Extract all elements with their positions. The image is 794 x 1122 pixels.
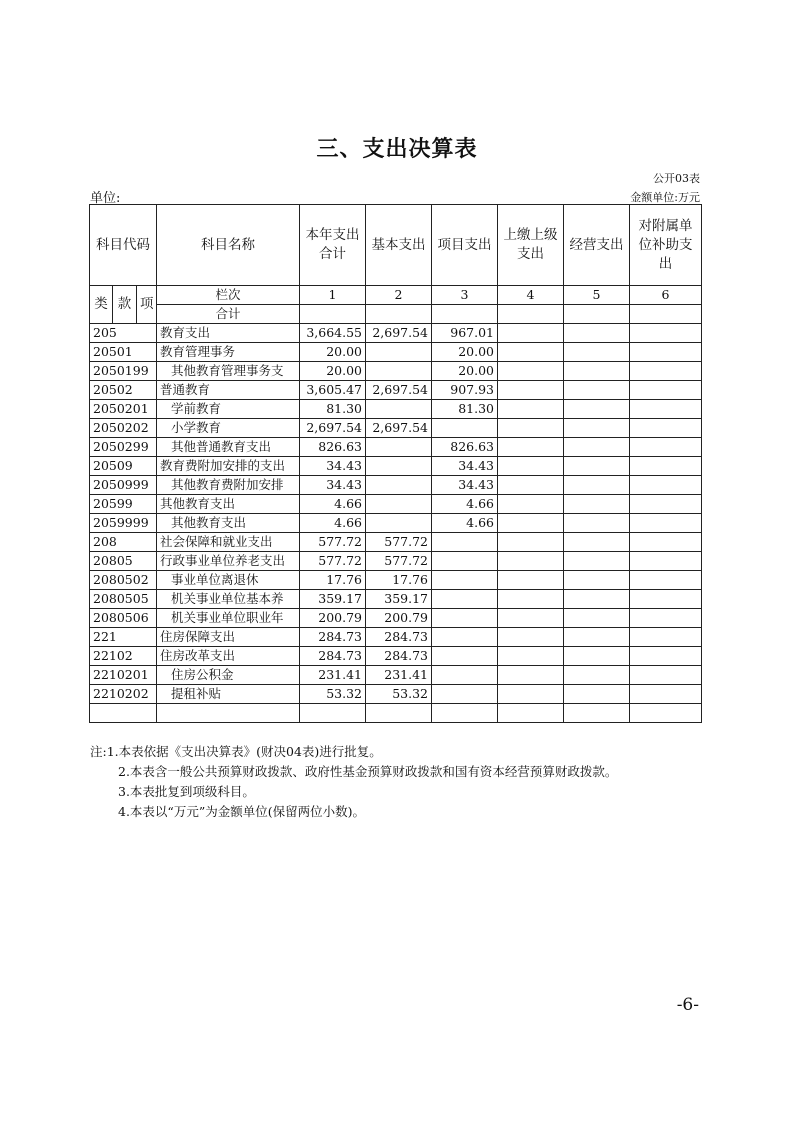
header-subsidy: 对附属单位补助支出 bbox=[630, 205, 702, 286]
table-row bbox=[90, 571, 702, 590]
row-code: 208 bbox=[90, 533, 157, 552]
note-2: 2.本表含一般公共预算财政拨款、政府性基金预算财政拨款和国有资本经营预算财政拨款。 bbox=[118, 764, 618, 779]
table-row bbox=[90, 685, 702, 704]
row-business bbox=[564, 685, 630, 704]
row-basic: 231.41 bbox=[366, 666, 432, 685]
header-total: 本年支出合计 bbox=[300, 205, 366, 286]
header-xiang: 项 bbox=[137, 286, 157, 324]
row-business bbox=[564, 381, 630, 400]
row-project: 20.00 bbox=[432, 343, 498, 362]
header-name: 科目名称 bbox=[157, 205, 300, 286]
col-num-2: 2 bbox=[366, 286, 432, 305]
table-row bbox=[90, 628, 702, 647]
unit-label: 单位: bbox=[90, 191, 121, 206]
row-project: 4.66 bbox=[432, 495, 498, 514]
row-code: 2080505 bbox=[90, 590, 157, 609]
row-name: 教育管理事务 bbox=[157, 343, 300, 362]
col-num-4: 4 bbox=[498, 286, 564, 305]
row-project bbox=[432, 590, 498, 609]
row-code: 2080506 bbox=[90, 609, 157, 628]
row-subsidy bbox=[630, 666, 702, 685]
row-subsidy bbox=[630, 476, 702, 495]
col-num-3: 3 bbox=[432, 286, 498, 305]
row-total: 577.72 bbox=[300, 533, 366, 552]
notes bbox=[90, 742, 617, 822]
row-subsidy bbox=[630, 628, 702, 647]
table-row bbox=[90, 476, 702, 495]
header-lei: 类 bbox=[90, 286, 113, 324]
row-business bbox=[564, 438, 630, 457]
row-name: 机关事业单位职业年 bbox=[157, 609, 300, 628]
header-heji: 合计 bbox=[157, 305, 300, 324]
total-row bbox=[90, 305, 702, 324]
row-total: 4.66 bbox=[300, 495, 366, 514]
row-project bbox=[432, 552, 498, 571]
row-total: 20.00 bbox=[300, 362, 366, 381]
row-total: 17.76 bbox=[300, 571, 366, 590]
row-total: 3,664.55 bbox=[300, 324, 366, 343]
header-business: 经营支出 bbox=[564, 205, 630, 286]
row-project: 20.00 bbox=[432, 362, 498, 381]
row-name: 社会保障和就业支出 bbox=[157, 533, 300, 552]
row-business bbox=[564, 609, 630, 628]
column-number-row bbox=[90, 286, 702, 305]
table-row bbox=[90, 400, 702, 419]
row-remit bbox=[498, 381, 564, 400]
row-code: 2050999 bbox=[90, 476, 157, 495]
row-total: 2,697.54 bbox=[300, 419, 366, 438]
header-lanci: 栏次 bbox=[157, 286, 300, 305]
row-remit bbox=[498, 324, 564, 343]
table-row bbox=[90, 438, 702, 457]
page-title: 三、支出决算表 bbox=[316, 137, 478, 162]
row-remit bbox=[498, 419, 564, 438]
row-total: 359.17 bbox=[300, 590, 366, 609]
row-code: 2050201 bbox=[90, 400, 157, 419]
row-subsidy bbox=[630, 324, 702, 343]
expenditure-table bbox=[89, 204, 702, 723]
row-subsidy bbox=[630, 343, 702, 362]
row-project bbox=[432, 571, 498, 590]
note-4: 4.本表以“万元”为金额单位(保留两位小数)。 bbox=[118, 804, 365, 819]
col-num-6: 6 bbox=[630, 286, 702, 305]
row-subsidy bbox=[630, 362, 702, 381]
row-total: 200.79 bbox=[300, 609, 366, 628]
row-business bbox=[564, 419, 630, 438]
row-business bbox=[564, 533, 630, 552]
table-row bbox=[90, 419, 702, 438]
row-name: 教育支出 bbox=[157, 324, 300, 343]
form-number: 公开03表 bbox=[653, 172, 700, 185]
row-name: 行政事业单位养老支出 bbox=[157, 552, 300, 571]
row-total: 231.41 bbox=[300, 666, 366, 685]
row-basic: 577.72 bbox=[366, 533, 432, 552]
row-basic bbox=[366, 514, 432, 533]
row-business bbox=[564, 362, 630, 381]
row-total: 53.32 bbox=[300, 685, 366, 704]
row-remit bbox=[498, 666, 564, 685]
table-row bbox=[90, 514, 702, 533]
row-code: 205 bbox=[90, 324, 157, 343]
row-business bbox=[564, 400, 630, 419]
row-project: 826.63 bbox=[432, 438, 498, 457]
row-business bbox=[564, 514, 630, 533]
table-row bbox=[90, 666, 702, 685]
row-subsidy bbox=[630, 552, 702, 571]
row-total: 34.43 bbox=[300, 476, 366, 495]
row-total: 20.00 bbox=[300, 343, 366, 362]
col-num-5: 5 bbox=[564, 286, 630, 305]
row-project: 34.43 bbox=[432, 457, 498, 476]
row-remit bbox=[498, 628, 564, 647]
row-code: 2210202 bbox=[90, 685, 157, 704]
row-subsidy bbox=[630, 514, 702, 533]
row-name: 小学教育 bbox=[157, 419, 300, 438]
row-project bbox=[432, 685, 498, 704]
row-code: 2059999 bbox=[90, 514, 157, 533]
row-project bbox=[432, 609, 498, 628]
row-basic: 284.73 bbox=[366, 628, 432, 647]
row-code: 2080502 bbox=[90, 571, 157, 590]
row-subsidy bbox=[630, 495, 702, 514]
row-basic: 200.79 bbox=[366, 609, 432, 628]
row-basic: 53.32 bbox=[366, 685, 432, 704]
row-name: 其他教育费附加安排 bbox=[157, 476, 300, 495]
row-remit bbox=[498, 495, 564, 514]
row-subsidy bbox=[630, 457, 702, 476]
header-row bbox=[90, 205, 702, 286]
row-business bbox=[564, 590, 630, 609]
row-total: 3,605.47 bbox=[300, 381, 366, 400]
row-business bbox=[564, 324, 630, 343]
row-code: 2050202 bbox=[90, 419, 157, 438]
row-basic: 577.72 bbox=[366, 552, 432, 571]
row-total: 4.66 bbox=[300, 514, 366, 533]
row-subsidy bbox=[630, 419, 702, 438]
row-basic bbox=[366, 438, 432, 457]
row-basic: 2,697.54 bbox=[366, 381, 432, 400]
row-basic bbox=[366, 495, 432, 514]
table-row bbox=[90, 343, 702, 362]
table-row bbox=[90, 552, 702, 571]
row-total: 577.72 bbox=[300, 552, 366, 571]
table-row bbox=[90, 324, 702, 343]
note-3: 3.本表批复到项级科目。 bbox=[118, 784, 255, 799]
row-basic bbox=[366, 476, 432, 495]
row-project bbox=[432, 647, 498, 666]
row-subsidy bbox=[630, 381, 702, 400]
row-remit bbox=[498, 343, 564, 362]
row-total: 81.30 bbox=[300, 400, 366, 419]
table-row bbox=[90, 609, 702, 628]
row-name: 住房保障支出 bbox=[157, 628, 300, 647]
row-name: 普通教育 bbox=[157, 381, 300, 400]
row-code: 2050299 bbox=[90, 438, 157, 457]
row-total: 284.73 bbox=[300, 647, 366, 666]
col-num-1: 1 bbox=[300, 286, 366, 305]
row-name: 其他普通教育支出 bbox=[157, 438, 300, 457]
header-basic: 基本支出 bbox=[366, 205, 432, 286]
row-remit bbox=[498, 514, 564, 533]
row-code: 221 bbox=[90, 628, 157, 647]
row-basic: 284.73 bbox=[366, 647, 432, 666]
row-project bbox=[432, 628, 498, 647]
table-row bbox=[90, 381, 702, 400]
row-remit bbox=[498, 685, 564, 704]
row-business bbox=[564, 571, 630, 590]
header-project: 项目支出 bbox=[432, 205, 498, 286]
row-total: 826.63 bbox=[300, 438, 366, 457]
row-basic bbox=[366, 457, 432, 476]
row-code: 20509 bbox=[90, 457, 157, 476]
row-project: 967.01 bbox=[432, 324, 498, 343]
header-code: 科目代码 bbox=[90, 205, 157, 286]
row-basic: 2,697.54 bbox=[366, 419, 432, 438]
row-remit bbox=[498, 533, 564, 552]
row-business bbox=[564, 666, 630, 685]
row-name: 学前教育 bbox=[157, 400, 300, 419]
row-code: 2050199 bbox=[90, 362, 157, 381]
row-basic: 17.76 bbox=[366, 571, 432, 590]
row-remit bbox=[498, 590, 564, 609]
row-project: 34.43 bbox=[432, 476, 498, 495]
row-subsidy bbox=[630, 400, 702, 419]
row-business bbox=[564, 495, 630, 514]
row-subsidy bbox=[630, 647, 702, 666]
row-subsidy bbox=[630, 533, 702, 552]
row-business bbox=[564, 647, 630, 666]
row-remit bbox=[498, 552, 564, 571]
row-name: 住房改革支出 bbox=[157, 647, 300, 666]
row-basic bbox=[366, 400, 432, 419]
row-code: 2210201 bbox=[90, 666, 157, 685]
row-name: 事业单位离退休 bbox=[157, 571, 300, 590]
row-project bbox=[432, 666, 498, 685]
row-remit bbox=[498, 457, 564, 476]
row-project bbox=[432, 419, 498, 438]
table-row bbox=[90, 457, 702, 476]
row-business bbox=[564, 343, 630, 362]
row-name: 其他教育管理事务支 bbox=[157, 362, 300, 381]
row-name: 其他教育支出 bbox=[157, 514, 300, 533]
row-remit bbox=[498, 647, 564, 666]
row-project bbox=[432, 533, 498, 552]
header-kuan: 款 bbox=[113, 286, 137, 324]
row-business bbox=[564, 552, 630, 571]
row-business bbox=[564, 628, 630, 647]
row-name: 教育费附加安排的支出 bbox=[157, 457, 300, 476]
row-remit bbox=[498, 362, 564, 381]
row-subsidy bbox=[630, 571, 702, 590]
table-row bbox=[90, 590, 702, 609]
row-remit bbox=[498, 571, 564, 590]
row-basic: 2,697.54 bbox=[366, 324, 432, 343]
row-name: 住房公积金 bbox=[157, 666, 300, 685]
header-remit: 上缴上级支出 bbox=[498, 205, 564, 286]
row-code: 20805 bbox=[90, 552, 157, 571]
row-total: 34.43 bbox=[300, 457, 366, 476]
row-basic: 359.17 bbox=[366, 590, 432, 609]
row-name: 提租补贴 bbox=[157, 685, 300, 704]
table-row bbox=[90, 495, 702, 514]
row-project: 907.93 bbox=[432, 381, 498, 400]
row-project: 81.30 bbox=[432, 400, 498, 419]
row-code: 20501 bbox=[90, 343, 157, 362]
row-subsidy bbox=[630, 438, 702, 457]
row-project: 4.66 bbox=[432, 514, 498, 533]
row-basic bbox=[366, 343, 432, 362]
row-name: 其他教育支出 bbox=[157, 495, 300, 514]
table-row-empty bbox=[90, 704, 702, 723]
row-subsidy bbox=[630, 685, 702, 704]
row-subsidy bbox=[630, 609, 702, 628]
table-row bbox=[90, 362, 702, 381]
row-business bbox=[564, 457, 630, 476]
row-remit bbox=[498, 438, 564, 457]
table-row bbox=[90, 647, 702, 666]
amount-unit: 金额单位:万元 bbox=[630, 191, 700, 204]
table-row bbox=[90, 533, 702, 552]
row-remit bbox=[498, 609, 564, 628]
row-total: 284.73 bbox=[300, 628, 366, 647]
row-code: 22102 bbox=[90, 647, 157, 666]
row-name: 机关事业单位基本养 bbox=[157, 590, 300, 609]
page-number: -6- bbox=[676, 995, 699, 1015]
row-remit bbox=[498, 400, 564, 419]
row-code: 20599 bbox=[90, 495, 157, 514]
row-subsidy bbox=[630, 590, 702, 609]
row-business bbox=[564, 476, 630, 495]
row-remit bbox=[498, 476, 564, 495]
row-basic bbox=[366, 362, 432, 381]
note-1: 注:1.本表依据《支出决算表》(财决04表)进行批复。 bbox=[90, 744, 382, 759]
row-code: 20502 bbox=[90, 381, 157, 400]
